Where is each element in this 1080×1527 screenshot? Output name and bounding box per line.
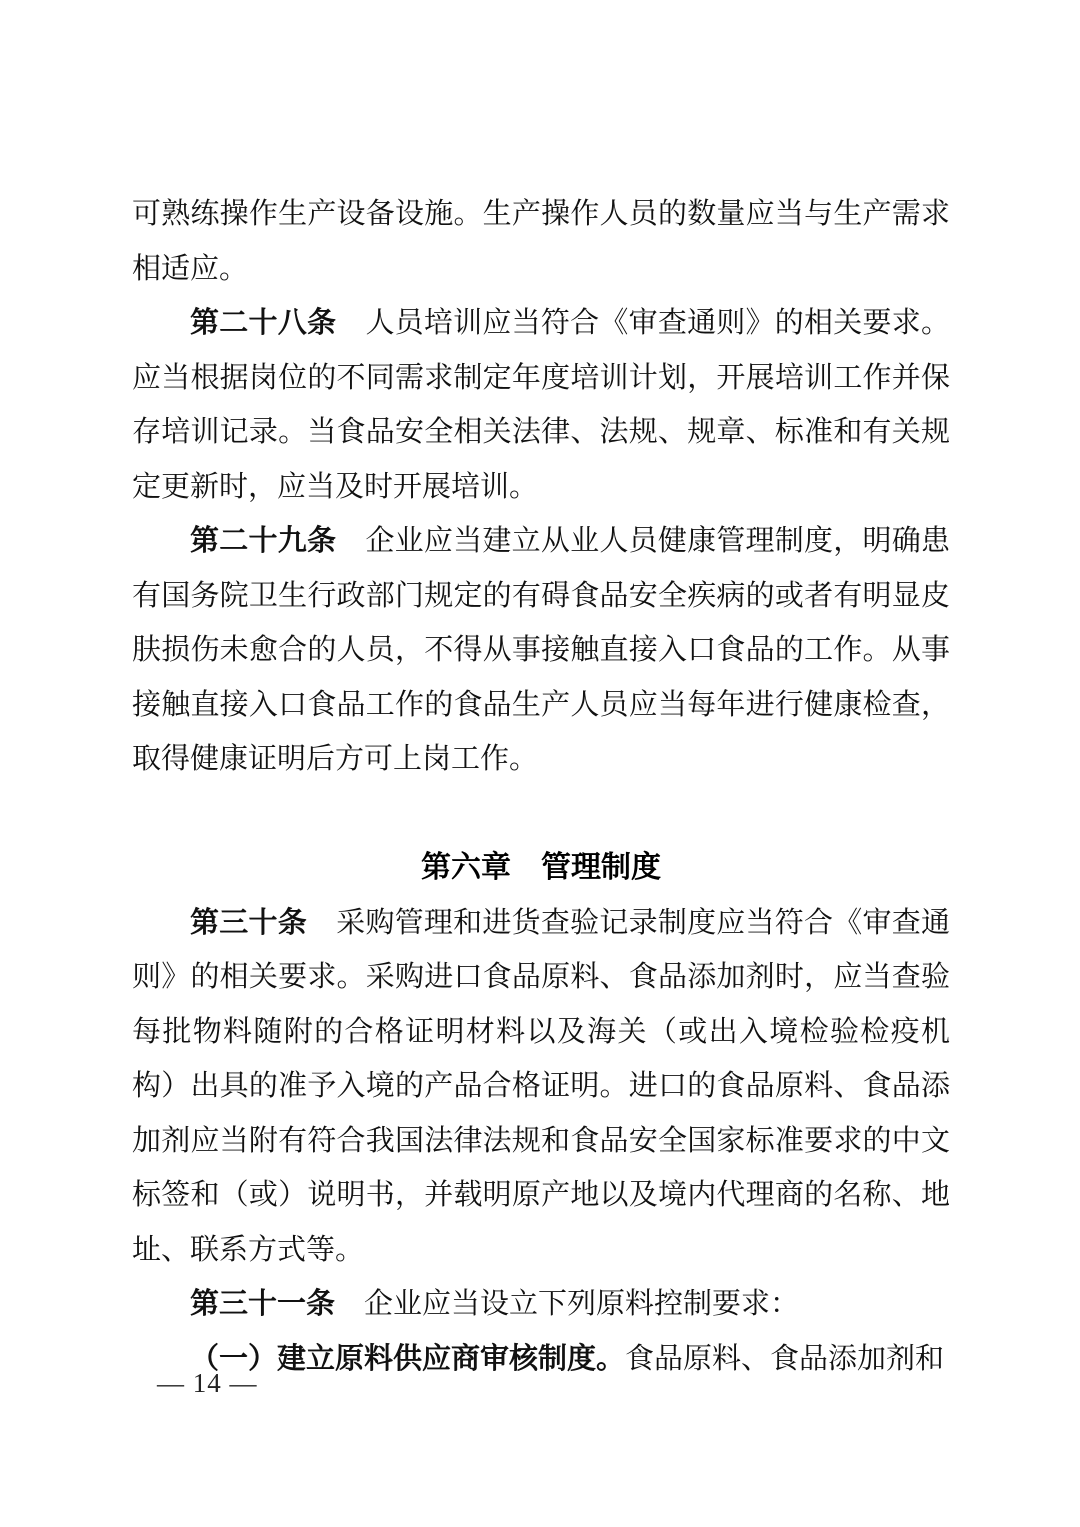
paragraph <box>132 296 950 514</box>
article-number: 第三十一条 <box>190 1288 336 1320</box>
page-footer <box>157 1367 258 1399</box>
paragraph <box>132 187 950 296</box>
chapter-title: 第六章 管理制度 <box>421 851 661 884</box>
text-run: 可熟练操作生产设备设施。生产操作人员的数量应当与生产需求相适应。 <box>132 198 950 285</box>
text-run: 企业应当建立从业人员健康管理制度，明确患有国务院卫生行政部门规定的有碍食品安全疾病的或者有明显皮肤损伤未愈合的人员，不得从事接触直接入口食品的工作。从事接触直接入口食品工作的食品生产人员应当每年进行健康检查，取得健康证明后方可上岗工作。 <box>132 525 950 775</box>
chapter-heading <box>132 841 950 896</box>
item-lead: （一）建立原料供应商审核制度。 <box>190 1342 626 1375</box>
text-block <box>132 187 950 1386</box>
text-run: 采购管理和进货查验记录制度应当符合《审查通则》的相关要求。采购进口食品原料、食品添加剂时，应当查验每批物料随附的合格证明材料以及海关（或出入境检验检疫机构）出具的准予入境的产品合格证明。进口的食品原料、食品添加剂应当附有符合我国法律法规和食品安全国家标准要求的中文标签和（或）说明书，并载明原产地以及境内代理商的名称、地址、联系方式等。 <box>132 906 950 1266</box>
text-run: 企业应当设立下列原料控制要求： <box>335 1288 800 1320</box>
page-number: — 14 — <box>157 1368 258 1398</box>
text-run: 人员培训应当符合《审查通则》的相关要求。应当根据岗位的不同需求制定年度培训计划，开展培训工作并保存培训记录。当食品安全相关法律、法规、规章、标准和有关规定更新时，应当及时开展培训。 <box>132 307 950 503</box>
article-number: 第三十条 <box>190 906 307 939</box>
paragraph <box>132 896 950 1278</box>
article-number: 第二十八条 <box>190 307 337 339</box>
paragraph <box>132 514 950 787</box>
article-number: 第二十九条 <box>190 525 337 557</box>
text-run: 食品原料、食品添加剂和 <box>625 1342 945 1375</box>
paragraph <box>132 1277 950 1332</box>
